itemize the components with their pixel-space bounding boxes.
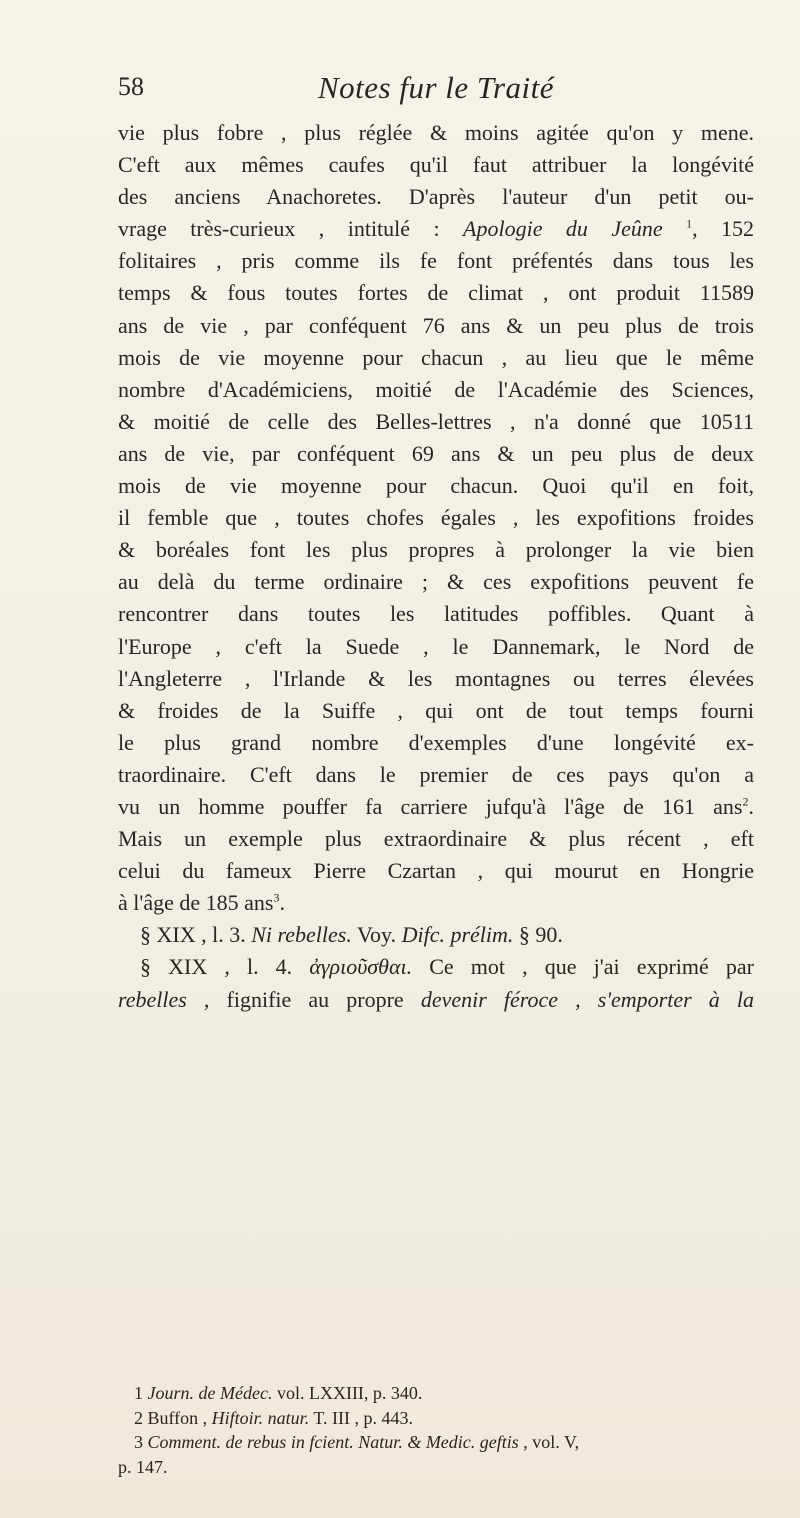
text-line (118, 727, 754, 759)
footnote-marker: 3 (273, 890, 280, 905)
text-line (118, 406, 754, 438)
italic-text: rebelles (118, 986, 187, 1012)
italic-text: Journ. de Médec. (147, 1383, 273, 1403)
text-run: 2 Buffon , (134, 1407, 212, 1428)
italic-text: ἀγριοῦσθαι. (309, 954, 413, 980)
text-run: à l'âge de 185 ans (118, 890, 274, 916)
italic-text: Difc. prélim. (401, 922, 514, 948)
text-run: & froides de la Suiffe , qui ont de tout temps fourni (118, 697, 754, 723)
text-run: rencontrer dans toutes les latitudes poffibles. Quant à (118, 601, 754, 627)
text-run: l'Angleterre , l'Irlande & les montagnes ou terres élevées (118, 665, 754, 691)
text-run: . (748, 793, 754, 819)
text-run: vie plus fobre , plus réglée & moins agitée qu'on y mene. (118, 120, 754, 145)
text-run: , 152 (692, 216, 754, 242)
text-line (118, 181, 754, 213)
text-line (118, 887, 754, 919)
text-run: , fignifie au propre (186, 986, 421, 1012)
text-line (118, 342, 754, 374)
text-run: § 90. (513, 922, 563, 948)
text-line (118, 534, 754, 566)
text-line (118, 823, 754, 855)
italic-text: Apologie du Jeûne (463, 216, 663, 242)
text-line (118, 695, 754, 727)
text-run: vol. LXXIII, p. 340. (272, 1383, 423, 1403)
text-line (118, 791, 754, 823)
text-run: ans de vie , par conféquent 76 ans & un peu plus de trois (118, 312, 754, 338)
text-line (118, 470, 754, 502)
text-line (118, 951, 754, 983)
text-run: 1 (134, 1383, 148, 1403)
text-line (118, 310, 754, 342)
text-run: ans de vie, par conféquent 69 ans & un peu plus de deux (118, 440, 754, 466)
italic-text: Ni rebelles. (251, 922, 352, 948)
main-text (118, 117, 754, 1016)
text-run: Voy. (351, 922, 402, 948)
text-run: p. 147. (118, 1456, 168, 1477)
text-run: & boréales font les plus propres à prolonger la vie bien (118, 537, 754, 563)
text-line (118, 374, 754, 406)
italic-text: Comment. de rebus in fcient. Natur. & Medic. geftis (147, 1432, 519, 1452)
text-line (118, 117, 754, 149)
footnote (118, 1406, 754, 1431)
text-line (118, 598, 754, 630)
text-run: , vol. V, (518, 1432, 580, 1452)
text-line (118, 438, 754, 470)
text-run: nombre d'Académiciens, moitié de l'Académie des Sciences, (118, 376, 754, 402)
text-run: celui du fameux Pierre Czartan , qui mourut en Hongrie (118, 858, 754, 884)
text-run: T. III , p. 443. (309, 1407, 414, 1428)
text-run: Mais un exemple plus extraordinaire & plus récent , eft (118, 826, 754, 852)
text-run (663, 216, 686, 241)
text-run: vrage très-curieux , intitulé : (118, 216, 464, 242)
text-line (118, 984, 754, 1016)
text-line (118, 213, 754, 245)
italic-text: Hiftoir. natur. (211, 1407, 310, 1428)
page-header (118, 70, 754, 110)
text-run: § XIX , l. 3. (140, 922, 252, 948)
text-run: § XIX , l. 4. (140, 954, 310, 980)
text-run: folitaires , pris comme ils fe font préfentés dans tous les (118, 248, 754, 274)
text-run: il femble que , toutes chofes égales , les expofitions froides (118, 505, 754, 531)
text-run: vu un homme pouffer fa carriere jufqu'à l'âge de 161 ans (118, 793, 743, 819)
text-run: & moitié de celle des Belles-lettres , n'a donné que 10511 (118, 408, 754, 434)
footnote-marker: 1 (686, 216, 693, 231)
text-line (118, 759, 754, 791)
footnote (118, 1430, 754, 1455)
text-run: l'Europe , c'eft la Suede , le Dannemark, le Nord de (118, 633, 754, 659)
footnote (118, 1381, 754, 1406)
text-run: des anciens Anachoretes. D'après l'auteur d'un petit ou- (118, 184, 754, 210)
italic-text: devenir féroce , s'emporter à la (420, 986, 755, 1012)
text-line (118, 919, 754, 951)
text-line (118, 855, 754, 887)
page-number: 58 (118, 72, 144, 101)
text-run: au delà du terme ordinaire ; & ces expofitions peuvent fe (118, 569, 754, 595)
text-line (118, 663, 754, 695)
text-run: . (279, 890, 285, 916)
text-run: Ce mot , que j'ai exprimé par (412, 954, 754, 980)
text-run: 3 (134, 1432, 148, 1452)
text-run: C'eft aux mêmes caufes qu'il faut attribuer la longévité (118, 152, 754, 178)
text-line (118, 149, 754, 181)
text-line (118, 566, 754, 598)
footnote-marker: 2 (742, 794, 749, 809)
text-run: mois de vie moyenne pour chacun , au lieu que le même (118, 344, 754, 370)
text-line (118, 631, 754, 663)
text-run: le plus grand nombre d'exemples d'une longévité ex- (118, 729, 754, 755)
footnotes (118, 1381, 754, 1479)
footnote (118, 1455, 754, 1480)
text-run: temps & fous toutes fortes de climat , ont produit 11589 (118, 280, 754, 306)
running-title: Notes fur le Traité (318, 70, 554, 105)
text-run: traordinaire. C'eft dans le premier de ces pays qu'on a (118, 761, 754, 787)
text-line (118, 277, 754, 309)
text-line (118, 502, 754, 534)
text-run: mois de vie moyenne pour chacun. Quoi qu'il en foit, (118, 473, 754, 499)
text-line (118, 245, 754, 277)
